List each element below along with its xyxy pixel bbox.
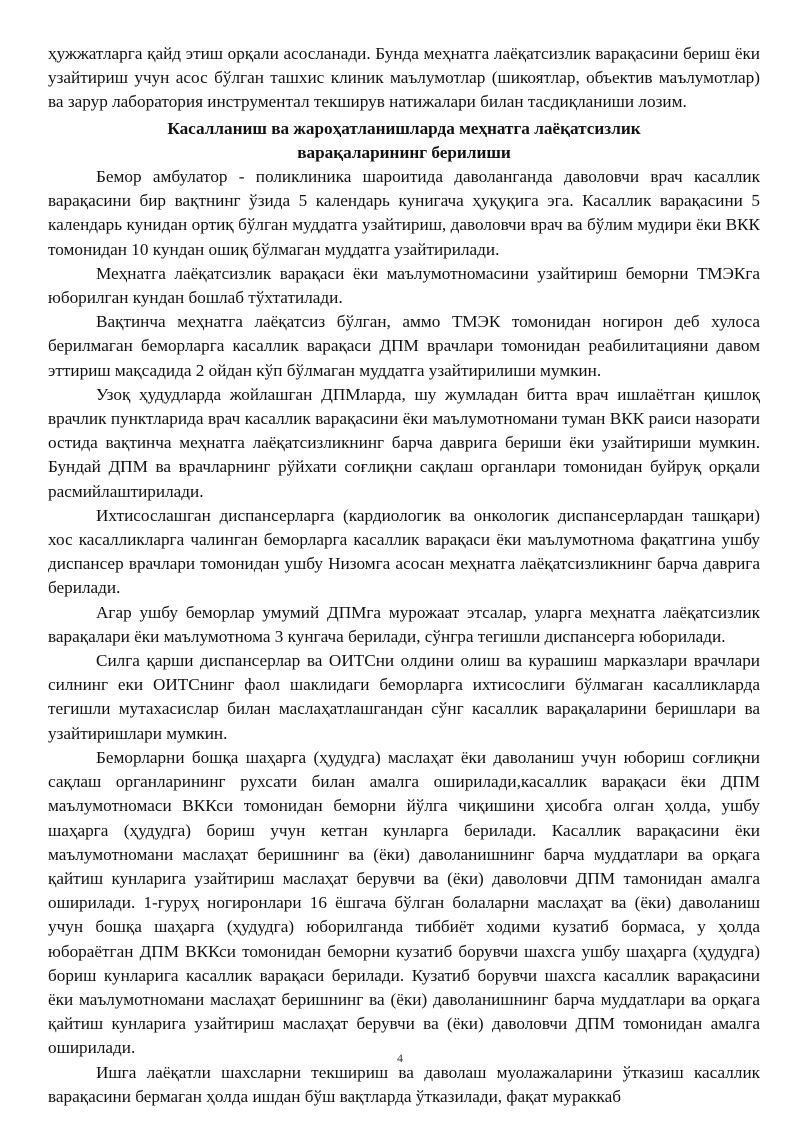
section-heading bbox=[48, 117, 760, 165]
paragraph-8: Беморларни бошқа шаҳарга (ҳудудга) маслаҳат ёки даволаниш учун юбориш соғлиқни сақлаш органларининг рухсати билан амалга оширилади,касаллик варақаси ёки ДПМ маълумотномаси ВККси томонидан беморни йўлга чиқишини ҳисобга олган ҳолда, ушбу шаҳарга (ҳудудга) бориш учун кетган кунларга берилади. Касаллик варақасини ёки маълумотномани маслаҳат беришнинг ва (ёки) даволанишнинг барча муддатлари ва орқага қайтиш кунларига узайтириш маслаҳат берувчи ва (ёки) даволовчи ДПМ тамонидан амалга оширилади. 1-гуруҳ ногиронлари 16 ёшгача бўлган болаларни маслаҳат ва (ёки) даволаниш учун бошқа шаҳарга (ҳудудга) юборилганда тиббиёт ходими кузатиб бормаса, у ҳолда юбораётган ДПМ ВККси томонидан беморни кузатиб борувчи шахсга ушбу шаҳарга (ҳудудга) бориш кунларига касаллик варақаси берилади. Кузатиб борувчи шахсга касаллик варақасини ёки маълумотномани маслаҳат беришнинг ва (ёки) даволанишнинг барча муддатлари ва орқага қайтиш кунларига узайтириш маслаҳат берувчи ва (ёки) даволовчи ДПМ томонидан амалга оширилади. bbox=[48, 747, 760, 1058]
paragraph-1: Бемор амбулатор - поликлиника шароитида даволанганда даволовчи врач касаллик варақасини бир вақтнинг ўзида 5 календарь кунигача ҳуқуқига эга. Касаллик варақасини 5 календарь кунидан ортиқ бўлган муддатга узайтириш, даволовчи врач ва бўлим мудири ёки ВКК томонидан 10 кундан ошиқ бўлмаган муддатга узайтирилади. bbox=[48, 167, 760, 259]
paragraph-6: Агар ушбу беморлар умумий ДПМга мурожаат этсалар, уларга меҳнатга лаёқатсизлик варақалари ёки маълумотнома 3 кунгача берилади, сўнгра тегишли диспансерга юборилади. bbox=[48, 602, 760, 646]
page-number: 4 bbox=[397, 1051, 403, 1065]
paragraph-4: Узоқ ҳудудларда жойлашган ДПМларда, шу жумладан битта врач ишлаётган қишлоқ врачлик пунктларида врач касаллик варақасини ёки маълумотномани туман ВКК раиси назорати остида вақтинча меҳнатга лаёқатсизликнинг барча даврига бериши ёки узайтириши мумкин. Бундай ДПМ ва врачларнинг рўйхати соғлиқни сақлаш органлари томонидан буйруқ орқали расмийлаштирилади. bbox=[48, 384, 760, 501]
intro-paragraph: ҳужжатларга қайд этиш орқали асосланади. Бунда меҳнатга лаёқатсизлик варақасини бериш ёки узайтириш учун асос бўлган ташхис клиник маълумотлар (шикоятлар, объектив маълумотлар) ва зарур лаборатория инструментал текширув натижалари билан тасдиқланиши лозим. bbox=[48, 44, 760, 112]
section-heading-line-2: варақаларининг берилиши bbox=[297, 142, 511, 162]
paragraph-2: Меҳнатга лаёқатсизлик варақаси ёки маълумотномасини узайтириш беморни ТМЭКга юборилган кундан бошлаб тўхтатилади. bbox=[48, 263, 760, 308]
section-heading-line-1: Касалланиш ва жароҳатланишларда меҳнатга лаёқатсизлик bbox=[167, 118, 641, 138]
paragraph-5: Ихтисослашган диспансерларга (кардиологик ва онкологик диспансерлардан ташқари) хос касалликларга чалинган беморларга касаллик варақаси ёки маълумотнома фақатгина ушбу диспансер врачлари томонидан ушбу Низомга асосан меҳнатга лаёқатсизликнинг барча даврига берилади. bbox=[48, 505, 760, 598]
paragraph-3: Вақтинча меҳнатга лаёқатсиз бўлган, аммо ТМЭК томонидан ногирон деб хулоса берилмаган беморларга касаллик варақаси ДПМ врачлари томонидан реабилитацияни давом эттириш мақсадида 2 ойдан кўп бўлмаган муддатга узайтирилиши мумкин. bbox=[48, 312, 760, 380]
paragraph-7: Силга қарши диспансерлар ва ОИТСни олдини олиш ва курашиш марказлари врачлари силнинг еки ОИТСнинг фаол шаклидаги беморларга ихтисослиги бўлмаган касалликларда тегишли мутахасислар билан маслаҳатлашгандан сўнг касаллик варақаларини беришлари ва узайтиришлари мумкин. bbox=[48, 651, 760, 743]
paragraph-9: Ишга лаёқатли шахсларни текшириш ва даволаш муолажаларини ўтказиш касаллик варақасини бермаган ҳолда ишдан бўш вақтларда ўтказилади, фақат мураккаб bbox=[48, 1062, 760, 1106]
